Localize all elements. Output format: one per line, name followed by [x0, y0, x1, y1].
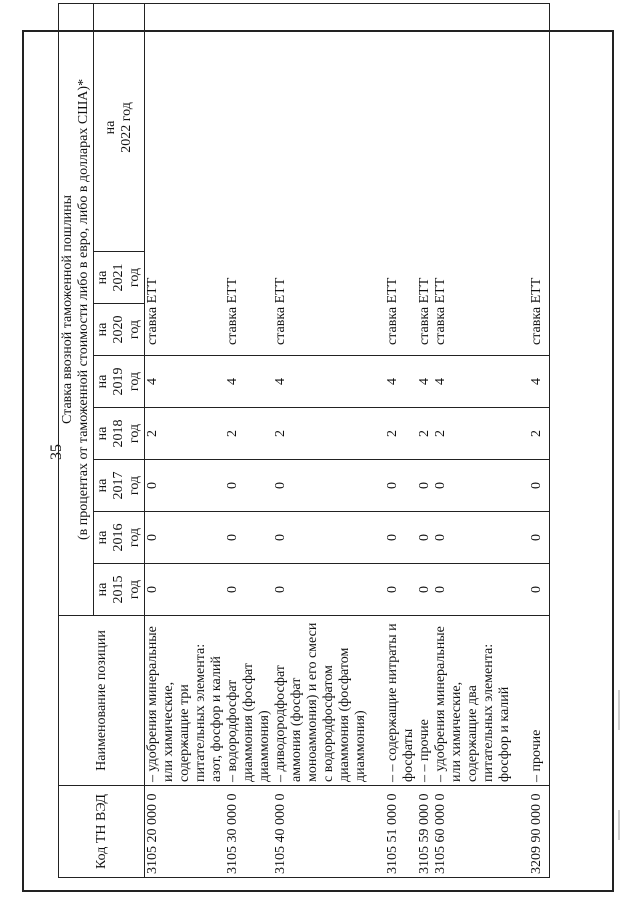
- row-v2017: 0: [385, 460, 417, 512]
- header-rate-line2: (в процентах от таможенной стоимости либо в евро, либо в долларах США)*: [76, 78, 91, 540]
- rotated-tariff-table: [58, 48, 573, 878]
- row-v2017: 0: [225, 460, 273, 512]
- row-rate: ставка ЕТТ: [417, 3, 433, 355]
- row-v2015: 0: [145, 564, 226, 616]
- row-rate: ставка ЕТТ: [225, 3, 273, 355]
- row-v2019: 4: [273, 356, 385, 408]
- row-v2016: 0: [417, 512, 433, 564]
- row-name: [225, 616, 273, 786]
- header-year-2018: [94, 408, 145, 460]
- header-year-2020: [94, 304, 145, 356]
- row-v2017: 0: [145, 460, 226, 512]
- row-v2015: 0: [417, 564, 433, 616]
- year-prefix: на: [95, 530, 110, 545]
- year-label: 2015 год: [111, 575, 142, 604]
- table-row: [417, 3, 433, 877]
- row-v2018: 2: [417, 408, 433, 460]
- row-v2017: 0: [433, 460, 529, 512]
- row-v2016: 0: [225, 512, 273, 564]
- row-name: [273, 616, 385, 786]
- year-label: 2018 год: [111, 419, 142, 448]
- header-year-2022: [94, 3, 145, 251]
- table-body: [145, 3, 550, 877]
- header-year-2019: [94, 356, 145, 408]
- row-dash: –: [225, 775, 240, 782]
- header-year-2016: [94, 512, 145, 564]
- row-v2019: 4: [225, 356, 273, 408]
- year-prefix: на: [95, 322, 110, 337]
- year-label: 2019 год: [111, 367, 142, 396]
- table-row: [529, 3, 549, 877]
- row-v2018: 2: [145, 408, 226, 460]
- row-name: [417, 616, 433, 786]
- row-name: [433, 616, 529, 786]
- year-prefix: на: [103, 120, 118, 135]
- header-year-2021: [94, 252, 145, 304]
- row-code: 3105 30 000 0: [225, 786, 273, 878]
- row-v2015: 0: [225, 564, 273, 616]
- header-code: Код ТН ВЭД: [59, 786, 145, 878]
- table-row: [145, 3, 226, 877]
- row-code: 3209 90 000 0: [529, 786, 549, 878]
- row-v2017: 0: [417, 460, 433, 512]
- row-code: 3105 51 000 0: [385, 786, 417, 878]
- year-prefix: на: [95, 270, 110, 285]
- row-v2015: 0: [273, 564, 385, 616]
- row-name: [145, 616, 226, 786]
- year-label: 2021 год: [111, 263, 142, 292]
- year-label: 2017 год: [111, 471, 142, 500]
- row-v2019: 4: [529, 356, 549, 408]
- row-v2018: 2: [225, 408, 273, 460]
- row-name: [385, 616, 417, 786]
- row-dash: –: [273, 775, 288, 782]
- row-v2017: 0: [529, 460, 549, 512]
- row-rate: ставка ЕТТ: [529, 3, 549, 355]
- row-rate: ставка ЕТТ: [433, 3, 529, 355]
- row-code: 3105 20 000 0: [145, 786, 226, 878]
- year-prefix: на: [95, 374, 110, 389]
- header-name: Наименование позиции: [59, 616, 145, 786]
- row-v2018: 2: [529, 408, 549, 460]
- row-v2017: 0: [273, 460, 385, 512]
- row-dash: – –: [417, 764, 432, 782]
- row-v2015: 0: [385, 564, 417, 616]
- row-name: [529, 616, 549, 786]
- header-year-2017: [94, 460, 145, 512]
- row-name-text: водородфосфат диаммония (фосфат диаммония): [225, 663, 272, 782]
- header-rate-group: [59, 3, 94, 615]
- row-name-text: содержащие нитраты и фосфаты: [385, 623, 416, 782]
- row-v2016: 0: [433, 512, 529, 564]
- row-v2016: 0: [385, 512, 417, 564]
- page-number-text: 35: [48, 444, 65, 460]
- year-label: 2022 год: [119, 102, 134, 153]
- table-row: [225, 3, 273, 877]
- header-year-2015: [94, 564, 145, 616]
- row-rate: ставка ЕТТ: [385, 3, 417, 355]
- table-header: [59, 3, 145, 877]
- row-v2018: 2: [385, 408, 417, 460]
- row-dash: –: [145, 775, 160, 782]
- table-row: [433, 3, 529, 877]
- row-name-text: удобрения минеральные или химические, содержащие три питательных элемента: азот, фосфор и калий: [145, 626, 224, 782]
- row-name-text: диводородфосфат аммония (фосфат моноаммония) и его смеси с водородфосфатом диаммония (фосфатом диаммония): [273, 622, 368, 782]
- year-prefix: на: [95, 426, 110, 441]
- row-name-text: удобрения минеральные или химические, содержащие два питательных элемента: фосфор и калий: [433, 626, 512, 782]
- year-label: 2020 год: [111, 315, 142, 344]
- tariff-table: [58, 3, 550, 878]
- row-v2015: 0: [529, 564, 549, 616]
- header-rate-line1: Ставка ввозной таможенной пошлины: [60, 194, 75, 424]
- year-label: 2016 год: [111, 523, 142, 552]
- row-v2019: 4: [417, 356, 433, 408]
- row-v2016: 0: [529, 512, 549, 564]
- scan-mark: [618, 690, 620, 730]
- row-dash: –: [433, 775, 448, 782]
- row-v2019: 4: [433, 356, 529, 408]
- row-code: 3105 59 000 0: [417, 786, 433, 878]
- row-rate: ставка ЕТТ: [273, 3, 385, 355]
- scan-mark: [618, 810, 620, 840]
- row-code: 3105 40 000 0: [273, 786, 385, 878]
- table-row: [385, 3, 417, 877]
- row-code: 3105 60 000 0: [433, 786, 529, 878]
- row-v2016: 0: [273, 512, 385, 564]
- row-name-text: прочие: [529, 729, 544, 772]
- row-v2015: 0: [433, 564, 529, 616]
- row-rate: ставка ЕТТ: [145, 3, 226, 355]
- row-dash: – –: [385, 764, 400, 782]
- row-v2019: 4: [145, 356, 226, 408]
- row-name-text: прочие: [417, 719, 432, 761]
- row-v2018: 2: [273, 408, 385, 460]
- row-v2019: 4: [385, 356, 417, 408]
- year-prefix: на: [95, 582, 110, 597]
- year-prefix: на: [95, 478, 110, 493]
- table-row: [273, 3, 385, 877]
- row-v2016: 0: [145, 512, 226, 564]
- row-dash: –: [529, 775, 544, 782]
- row-v2018: 2: [433, 408, 529, 460]
